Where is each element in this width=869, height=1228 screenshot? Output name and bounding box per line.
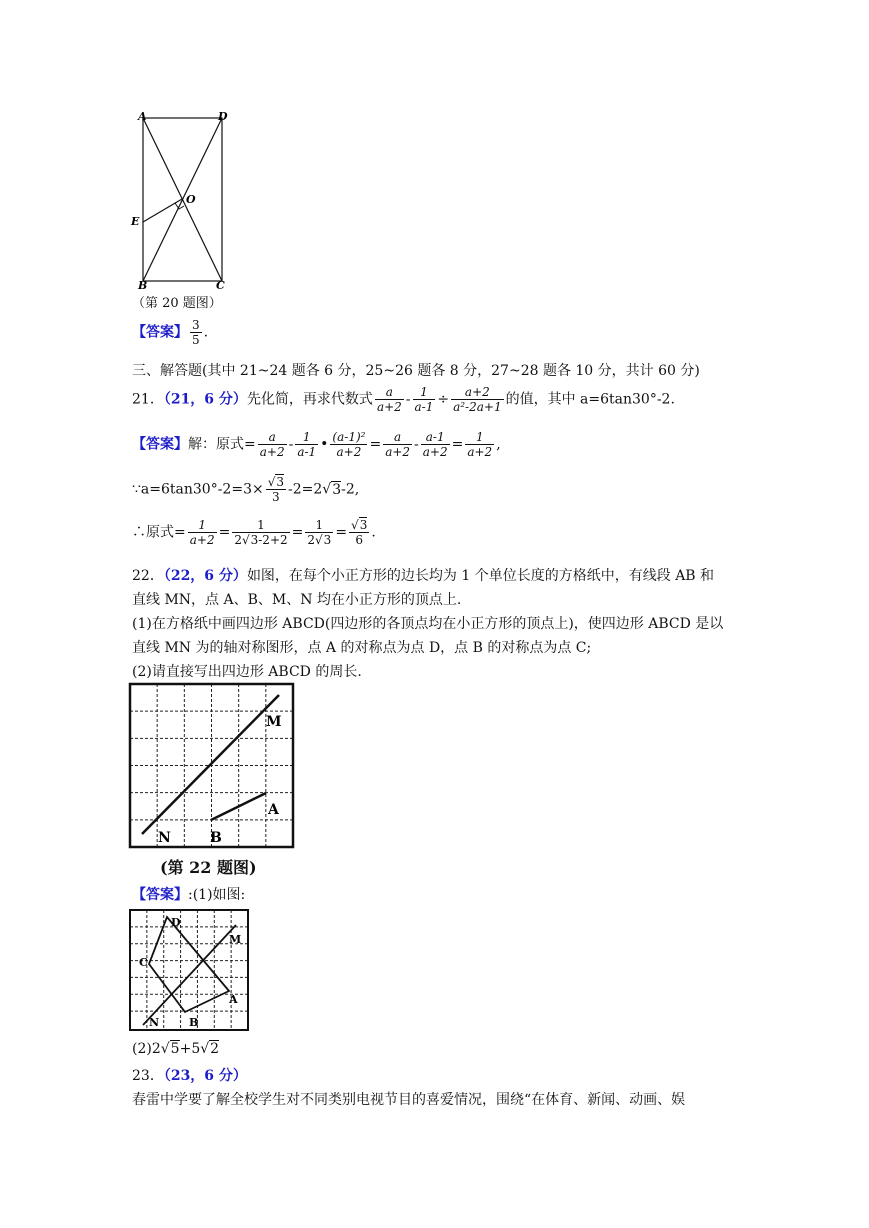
answer-21-line3: ∴原式= $\frac{1}{a+2}$ = $\frac{1}{2√3-2+2}$ = $\frac{1}{2√3}$ = $\frac{√3}{6}$ . xyxy=(132,518,376,547)
figure-20-caption: （第 20 题图） xyxy=(132,296,222,311)
figure-22-grid xyxy=(128,682,296,850)
label-b: B xyxy=(189,1016,199,1029)
question-tag: （23，6 分） xyxy=(163,1068,247,1084)
label-n: N xyxy=(149,1016,160,1029)
label-a: A xyxy=(229,993,238,1006)
question-23-heading: 23．（23，6 分） xyxy=(132,1068,247,1084)
line-mn xyxy=(142,695,279,834)
question-22-line2: 直线 MN，点 A、B、M、N 均在小正方形的顶点上. xyxy=(132,592,462,608)
label-n: N xyxy=(158,830,171,846)
label-d: D xyxy=(218,110,228,123)
question-22-line3: (1)在方格纸中画四边形 ABCD(四边形的各顶点均在小正方形的顶点上)，使四边形 ABCD 是以 xyxy=(132,616,724,632)
answer-22-line1: 【答案】:(1)如图: xyxy=(132,887,246,903)
figure-20 xyxy=(128,106,238,291)
question-22-line1: 22．（22，6 分）如图，在每个小正方形的边长均为 1 个单位长度的方格纸中，有线段 AB 和 xyxy=(132,568,715,584)
fraction: $\frac{3}{5}$ xyxy=(192,318,200,347)
label-b: B xyxy=(138,279,148,291)
answer-21-line2: ∵a=6tan30°-2=3× $\frac{√3}{3}$ -2=2√3-2, xyxy=(132,475,360,504)
quadrilateral-abcd xyxy=(149,917,229,1012)
grid-border xyxy=(130,910,248,1030)
label-d: D xyxy=(171,916,181,929)
segment-eo xyxy=(143,199,182,222)
answer-20: 【答案】 $\frac{3}{5}$ . xyxy=(132,318,209,347)
label-a: A xyxy=(138,110,147,123)
label-a: A xyxy=(268,802,279,818)
label-m: M xyxy=(266,714,282,730)
label-m: M xyxy=(229,933,242,946)
question-tag: （21，6 分） xyxy=(163,391,247,408)
label-c: C xyxy=(139,956,148,969)
section-heading: 三、解答题(其中 21~24 题各 6 分，25~26 题各 8 分，27~28 题各 10 分，共计 60 分) xyxy=(132,363,700,379)
question-21: 21．（21，6 分）先化简，再求代数式 $\frac{a}{a+2}$ - $\frac{1}{a-1}$ ÷ $\frac{a+2}{\text{a²-2a+1}}$ 的值，其中 a=6tan30°-2. xyxy=(132,385,675,414)
answer-22-line2: (2)2√5+5√2 xyxy=(132,1041,220,1057)
label-c: C xyxy=(216,279,225,291)
figure-22-caption: (第 22 题图) xyxy=(160,858,257,877)
label-b: B xyxy=(210,830,222,846)
label-e: E xyxy=(131,215,140,228)
label-o: O xyxy=(186,193,196,206)
question-23-line1: 春雷中学要了解全校学生对不同类别电视节目的喜爱情况，围绕“在体育、新闻、动画、娱 xyxy=(132,1092,686,1108)
question-tag: （22，6 分） xyxy=(163,568,247,584)
question-22-line5: (2)请直接写出四边形 ABCD 的周长. xyxy=(132,664,362,680)
answer-21-line1: 【答案】解：原式= $\frac{a}{a+2}$ - $\frac{1}{a-1}$ • $\frac{\text{(a-1)²}}{a+2}$ = $\frac{a}{a+2}$ - $\frac{a-1}{a+2}$ = $\frac{1}{a+2}$ , xyxy=(132,430,501,459)
answer-tag: 【答案】 xyxy=(132,324,188,341)
question-22-line4: 直线 MN 为的轴对称图形，点 A 的对称点为点 D，点 B 的对称点为点 C; xyxy=(132,640,592,656)
answer-22-figure xyxy=(128,908,252,1034)
